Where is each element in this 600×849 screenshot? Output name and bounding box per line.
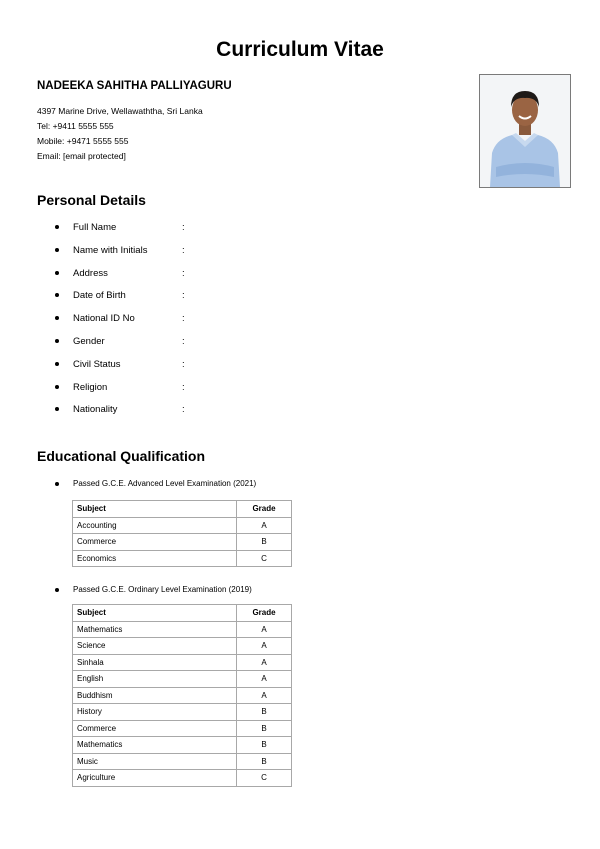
grade-cell: A: [237, 621, 292, 638]
subject-cell: Sinhala: [73, 654, 237, 671]
bullet-icon: [55, 385, 59, 389]
subject-header: Subject: [73, 501, 237, 518]
contact-block: [37, 104, 203, 164]
table-row: [73, 654, 292, 671]
field-label: Civil Status: [73, 358, 121, 370]
field-label: Religion: [73, 381, 108, 393]
table-header-row: [73, 501, 292, 518]
field-colon: :: [182, 244, 185, 256]
field-colon: :: [182, 313, 185, 325]
grade-cell: B: [237, 704, 292, 721]
grade-cell: A: [237, 687, 292, 704]
personal-details-heading: Personal Details: [37, 192, 146, 208]
al-exam-label: Passed G.C.E. Advanced Level Examination (2021): [73, 479, 257, 488]
bullet-icon: [55, 248, 59, 252]
table-row: [73, 671, 292, 688]
grade-cell: A: [237, 654, 292, 671]
table-row: [73, 534, 292, 551]
candidate-name: NADEEKA SAHITHA PALLIYAGURU: [37, 80, 232, 92]
field-label: National ID No: [73, 313, 135, 325]
grade-cell: B: [237, 753, 292, 770]
table-row: [73, 550, 292, 567]
field-colon: :: [182, 358, 185, 370]
subject-cell: Music: [73, 753, 237, 770]
bullet-icon: [55, 271, 59, 275]
ol-exam-label: Passed G.C.E. Ordinary Level Examination (2019): [73, 585, 252, 594]
table-row: [73, 753, 292, 770]
table-row: [73, 704, 292, 721]
subject-cell: Mathematics: [73, 737, 237, 754]
table-row: [73, 517, 292, 534]
bullet-icon: [55, 339, 59, 343]
mobile-line: Mobile: +9471 5555 555: [37, 136, 129, 146]
subject-cell: Agriculture: [73, 770, 237, 787]
field-colon: :: [182, 381, 185, 393]
field-label: Gender: [73, 335, 105, 347]
subject-cell: Buddhism: [73, 687, 237, 704]
grade-cell: C: [237, 770, 292, 787]
bullet-icon: [55, 362, 59, 366]
subject-cell: History: [73, 704, 237, 721]
profile-photo: [479, 74, 571, 188]
bullet-icon: [55, 293, 59, 297]
bullet-icon: [55, 482, 59, 486]
bullet-icon: [55, 316, 59, 320]
field-colon: :: [182, 404, 185, 416]
subject-cell: Commerce: [73, 534, 237, 551]
grade-cell: B: [237, 534, 292, 551]
education-heading: Educational Qualification: [37, 448, 206, 464]
field-colon: :: [182, 335, 185, 347]
field-colon: :: [182, 267, 185, 279]
al-grades-table: [72, 500, 292, 567]
subject-cell: Economics: [73, 550, 237, 567]
subject-cell: Commerce: [73, 720, 237, 737]
field-colon: :: [182, 290, 185, 302]
grade-cell: C: [237, 550, 292, 567]
grade-cell: A: [237, 638, 292, 655]
field-label: Address: [73, 267, 108, 279]
grade-cell: A: [237, 671, 292, 688]
bullet-icon: [55, 225, 59, 229]
subject-header: Subject: [73, 605, 237, 622]
page-title: Curriculum Vitae: [216, 38, 384, 61]
ol-grades-table: [72, 604, 292, 787]
grade-cell: B: [237, 720, 292, 737]
table-row: [73, 720, 292, 737]
subject-cell: Mathematics: [73, 621, 237, 638]
subject-cell: English: [73, 671, 237, 688]
table-row: [73, 621, 292, 638]
address-line: 4397 Marine Drive, Wellawaththa, Sri Lanka: [37, 106, 203, 116]
subject-cell: Science: [73, 638, 237, 655]
grade-cell: A: [237, 517, 292, 534]
field-label: Date of Birth: [73, 290, 126, 302]
field-label: Full Name: [73, 222, 117, 233]
table-row: [73, 638, 292, 655]
bullet-icon: [55, 588, 59, 592]
field-colon: :: [182, 222, 185, 233]
grade-cell: B: [237, 737, 292, 754]
subject-cell: Accounting: [73, 517, 237, 534]
tel-line: Tel: +9411 5555 555: [37, 121, 114, 131]
table-row: [73, 687, 292, 704]
bullet-icon: [55, 407, 59, 411]
field-label: Name with Initials: [73, 244, 148, 256]
table-row: [73, 737, 292, 754]
email-line: Email: [email protected]: [37, 151, 126, 161]
table-row: [73, 770, 292, 787]
table-header-row: [73, 605, 292, 622]
grade-header: Grade: [237, 501, 292, 518]
grade-header: Grade: [237, 605, 292, 622]
field-label: Nationality: [73, 404, 118, 416]
